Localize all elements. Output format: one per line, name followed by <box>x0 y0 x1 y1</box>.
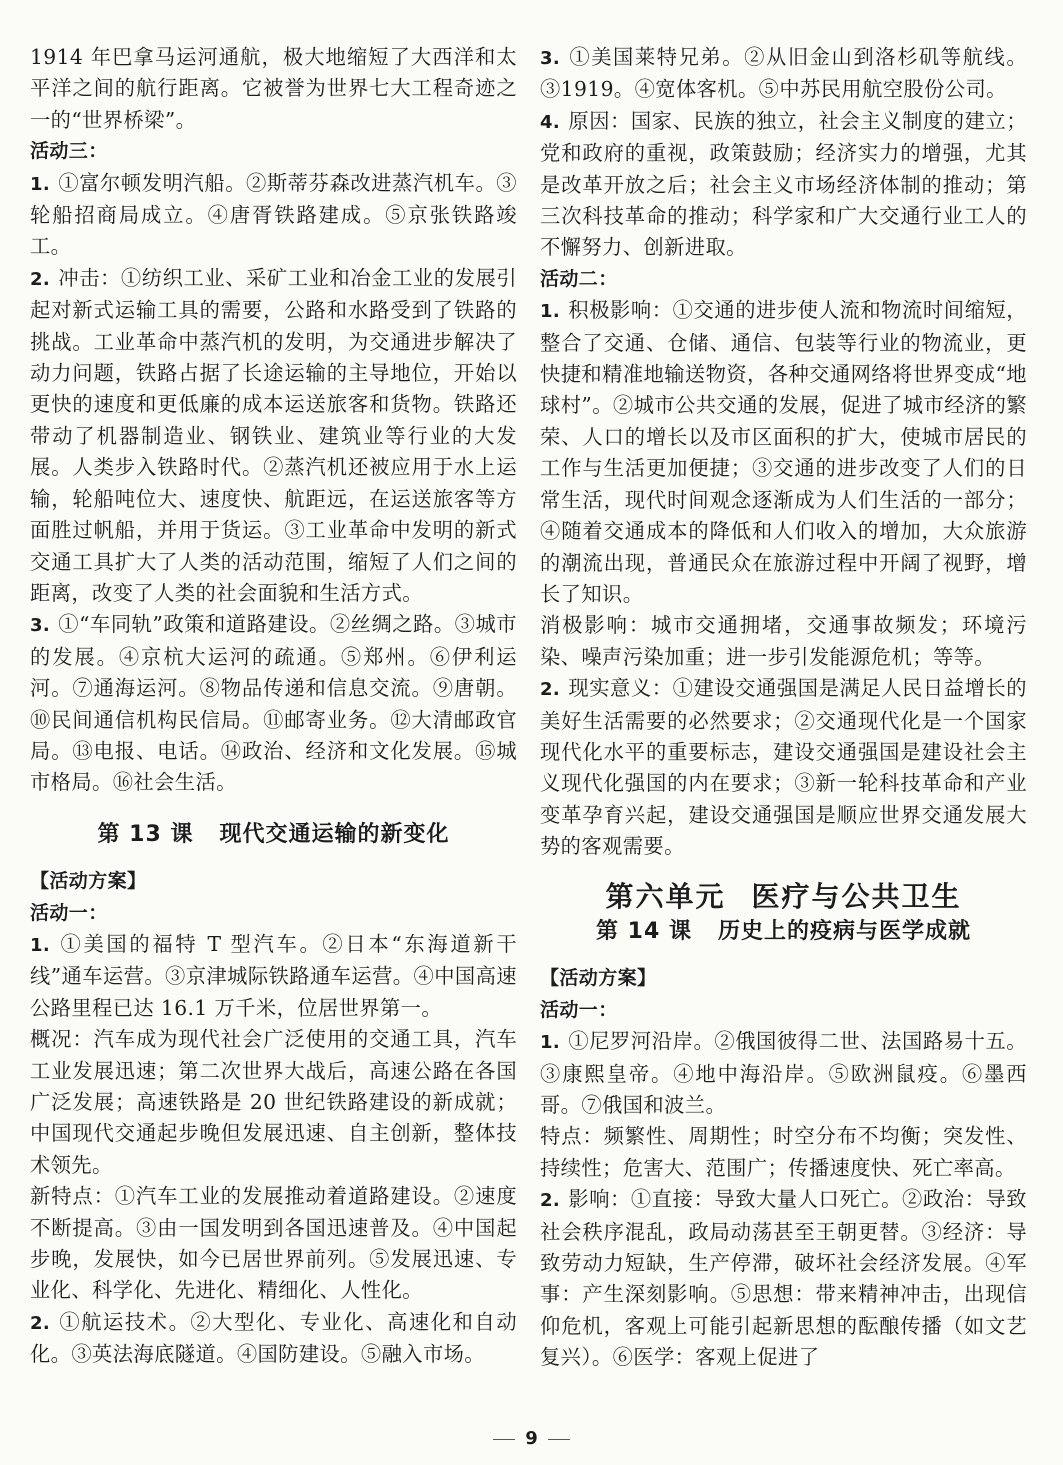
answer-item <box>540 1026 1027 1121</box>
activity-plan-heading: 【活动方案】 <box>30 870 147 893</box>
item-number: 3. <box>30 615 51 637</box>
activity-one-heading: 活动一： <box>30 901 108 924</box>
item-text: ①美国莱特兄弟。②从旧金山到洛杉矶等航线。③1919。④宽体客机。⑤中苏民用航空股份公司。 <box>540 45 1027 102</box>
lesson-14-title: 第 14 课 历史上的疫病与医学成就 <box>596 918 971 944</box>
answer-item <box>30 609 517 798</box>
paragraph-panama: 1914 年巴拿马运河通航，极大地缩短了大西洋和太平洋之间的航行距离。它被誉为世界七大工程奇迹之一的“世界桥梁”。 <box>30 45 517 132</box>
answer-item <box>540 106 1027 264</box>
answer-item <box>30 168 517 263</box>
item-text: 原因：国家、民族的独立，社会主义制度的建立；党和政府的重视，政策鼓励；经济实力的增强，尤其是改革开放之后；社会主义市场经济体制的推动；第三次科技革命的推动；科学家和广大交通行业工人的不懈努力、创新进取。 <box>540 108 1027 260</box>
answer-item <box>540 42 1027 106</box>
lesson-13-title: 第 13 课 现代交通运输的新变化 <box>97 821 450 847</box>
item-number: 1. <box>30 934 51 956</box>
answer-item <box>540 295 1027 610</box>
item-text: 冲击：①纺织工业、采矿工业和冶金工业的发展引起对新式运输工具的需要，公路和水路受到了铁路的挑战。工业革命中蒸汽机的发明，为交通进步解决了动力问题，铁路占据了长途运输的主导地位，开始以更快的速度和更低廉的成本运送旅客和货物。铁路还带动了机器制造业、钢铁业、建筑业等行业的大发展。人类步入铁路时代。②蒸汽机还被应用于水上运输，轮船吨位大、速度快、航距远，在运送旅客等方面胜过帆船，并用于货运。③工业革命中发明的新式交通工具扩大了人类的活动范围，缩短了人们之间的距离，改变了人类的社会面貌和生活方式。 <box>30 265 517 605</box>
item-text: ①美国的福特 T 型汽车。②日本“东海道新干线”通车运营。③京津城际铁路通车运营。④中国高速公路里程已达 16.1 万千米，位居世界第一。 <box>30 931 517 1020</box>
item-text: 现实意义：①建设交通强国是满足人民日益增长的美好生活需要的必然要求；②交通现代化是一个国家现代化水平的重要标志，建设交通强国是建设社会主义现代化强国的内在要求；③新一轮科技革命和产业变革孕育兴起，建设交通强国是顺应世界交通发展大势的客观需要。 <box>540 676 1027 859</box>
item-text: 影响：①直接：导致大量人口死亡。②政治：导致社会秩序混乱，政局动荡甚至王朝更替。③经济：导致劳动力短缺，生产停滞，破坏社会经济发展。④军事：产生深刻影响。⑤思想：带来精神冲击，出现信仰危机，客观上可能引起新思想的酝酿传播（如文艺复兴）。⑥医学：客观上促进了 <box>540 1187 1027 1370</box>
item-number: 1. <box>540 1032 561 1054</box>
answer-item <box>30 263 517 609</box>
item-text: 积极影响：①交通的进步使人流和物流时间缩短，整合了交通、仓储、通信、包装等行业的物流业，更快捷和精准地输送物资，各种交通网络将世界变成“地球村”。②城市公共交通的发展，促进了城市经济的繁荣、人口的增长以及市区面积的扩大，使城市居民的工作与生活更加便捷；③交通的进步改变了人们的日常生活，现代时间观念逐渐成为人们生活的一部分；④随着交通成本的降低和人们收入的增加，大众旅游的潮流出现，普通民众在旅游过程中开阔了视野，增长了知识。 <box>540 298 1027 606</box>
item-text: ①“车同轨”政策和道路建设。②丝绸之路。③城市的发展。④京杭大运河的疏通。⑤郑州。⑥伊利运河。⑦通海运河。⑧物品传递和信息交流。⑨唐朝。⑩民间通信机构民信局。⑪邮寄业务。⑫大清邮政官局。⑬电报、电话。⑭政治、经济和文化发展。⑮城市格局。⑯社会生活。 <box>30 612 517 795</box>
features-paragraph: 特点：频繁性、周期性；时空分布不均衡；突发性、持续性；危害大、范围广；传播速度快、死亡率高。 <box>540 1124 1027 1180</box>
answer-item <box>30 1307 517 1371</box>
answer-item <box>540 673 1027 862</box>
activity-two-heading: 活动二： <box>540 267 618 290</box>
item-number: 2. <box>540 679 561 701</box>
item-number: 2. <box>30 268 51 290</box>
page-number: 9 <box>0 1428 1063 1449</box>
unit-6-title: 第六单元 医疗与公共卫生 <box>605 879 962 913</box>
item-text: ①富尔顿发明汽船。②斯蒂芬森改进蒸汽机车。③轮船招商局成立。④唐胥铁路建成。⑤京张铁路竣工。 <box>30 170 517 259</box>
answer-item <box>540 1184 1027 1373</box>
activity-three-heading: 活动三： <box>30 140 108 163</box>
activity-plan-heading: 【活动方案】 <box>540 967 657 990</box>
item-number: 4. <box>540 111 561 133</box>
item-number: 2. <box>30 1312 51 1334</box>
negative-impact-paragraph: 消极影响：城市交通拥堵，交通事故频发；环境污染、噪声污染加重；进一步引发能源危机；等等。 <box>540 613 1027 669</box>
item-text: ①航运技术。②大型化、专业化、高速化和自动化。③英法海底隧道。④国防建设。⑤融入市场。 <box>30 1309 517 1367</box>
right-column <box>540 42 1027 1374</box>
item-number: 1. <box>30 173 51 195</box>
answer-item <box>30 929 517 1024</box>
left-column <box>30 42 517 1371</box>
item-number: 2. <box>540 1190 561 1212</box>
item-number: 3. <box>540 48 561 69</box>
overview-paragraph: 概况：汽车成为现代社会广泛使用的交通工具，汽车工业发展迅速；第二次世界大战后，高速公路在各国广泛发展；高速铁路是 20 世纪铁路建设的新成就；中国现代交通起步晚但发展迅速、自主创新，整体技术领先。 <box>30 1027 517 1177</box>
new-features-paragraph: 新特点：①汽车工业的发展推动着道路建设。②速度不断提高。③由一国发明到各国迅速普及。④中国起步晚，发展快，如今已居世界前列。⑤发展迅速、专业化、科学化、先进化、精细化、人性化。 <box>30 1184 517 1303</box>
activity-one-heading: 活动一： <box>540 998 618 1021</box>
item-number: 1. <box>540 301 561 323</box>
item-text: ①尼罗河沿岸。②俄国彼得二世、法国路易十五。③康熙皇帝。④地中海沿岸。⑤欧洲鼠疫。⑥墨西哥。⑦俄国和波兰。 <box>540 1029 1027 1117</box>
